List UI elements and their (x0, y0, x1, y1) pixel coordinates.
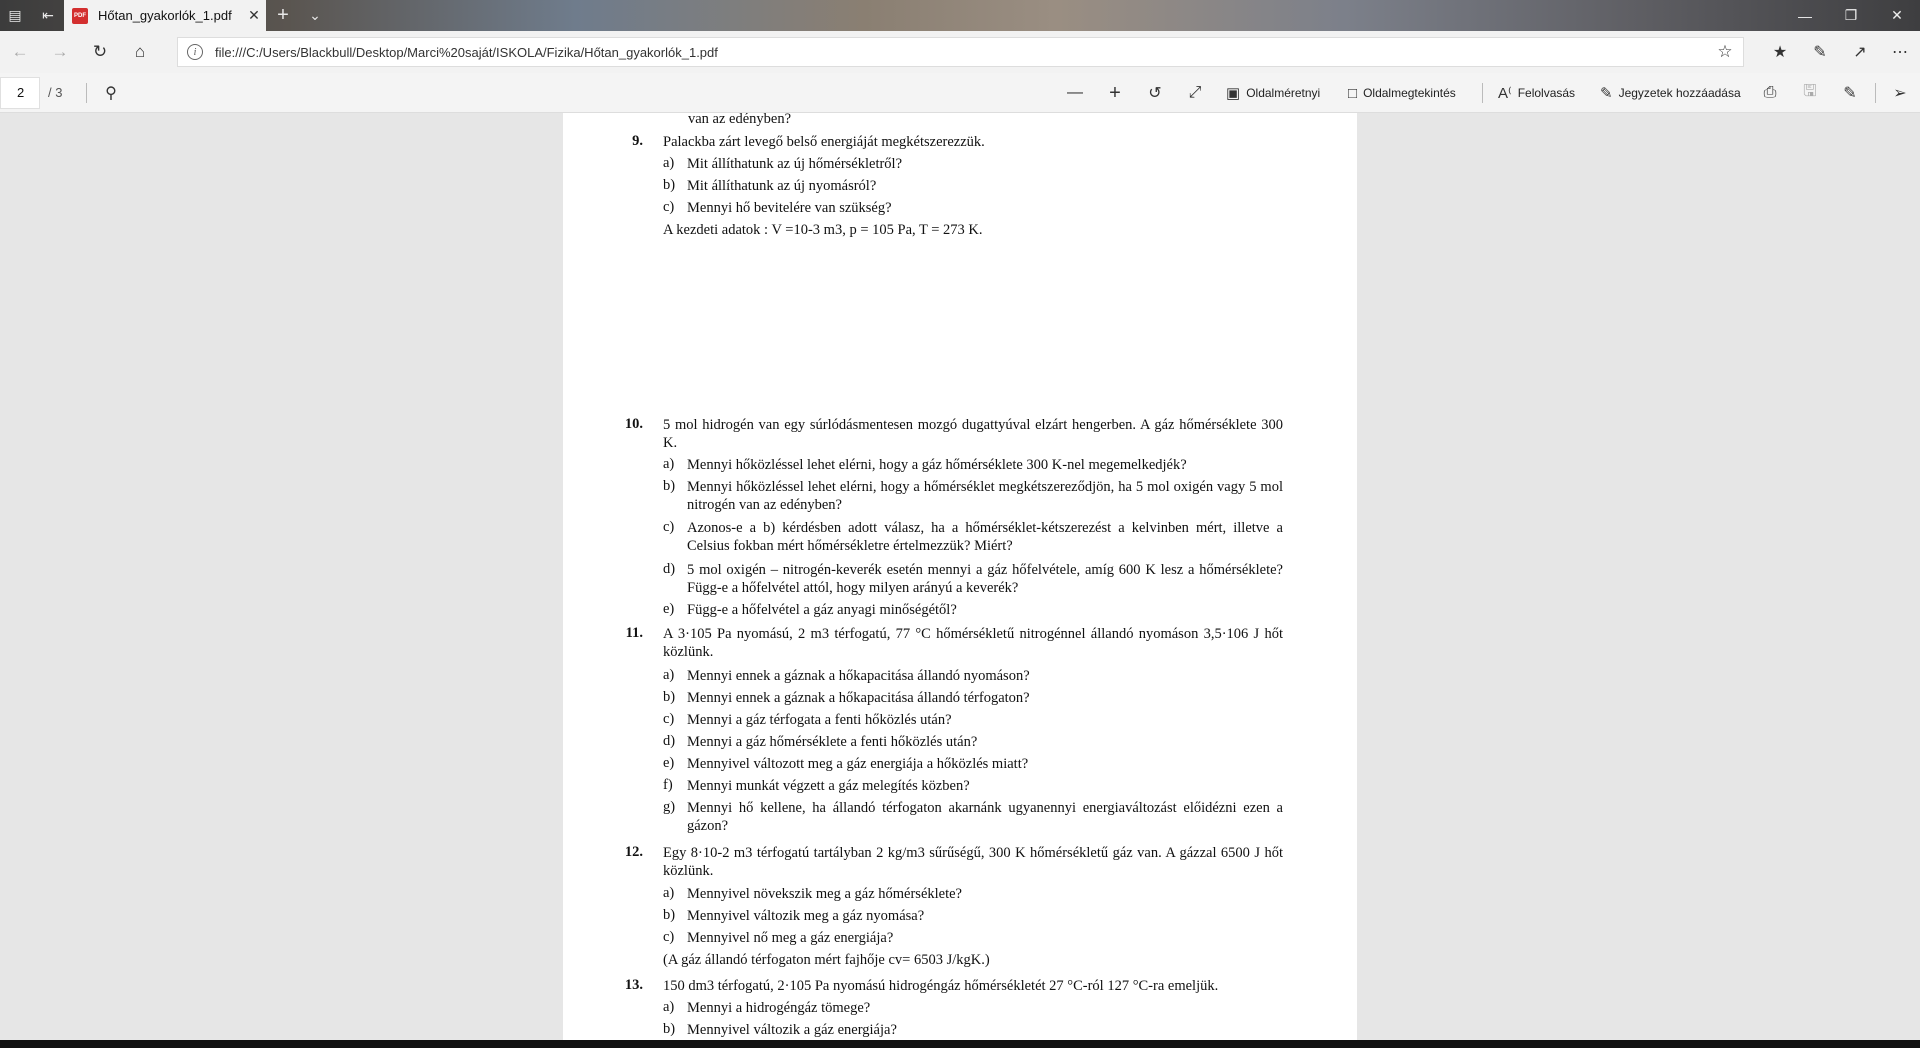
back-icon[interactable]: ← (11, 42, 29, 61)
fit-page-button[interactable] (1226, 73, 1320, 113)
sub-label: g) (663, 799, 676, 815)
page-view-label: Oldalmegtekintés (1363, 86, 1456, 100)
question-text: Egy 8·10-2 m3 térfogatú tartályban 2 kg/m3 sűrűségű, 300 K hőmérsékletű gáz van. A gázzal 6500 J hőt közlünk. (663, 845, 1283, 879)
add-notes-label: Jegyzetek hozzáadása (1618, 86, 1741, 100)
sub-label: a) (663, 456, 675, 472)
question-number: 13. (624, 977, 643, 993)
pdf-toolbar (0, 73, 1920, 113)
sub-label: f) (663, 777, 673, 793)
question-number: 11. (625, 625, 643, 641)
sub-label: c) (663, 929, 675, 945)
address-bar (0, 31, 1920, 73)
save-icon[interactable]: 🖫 (1803, 82, 1817, 100)
specific-heat-note: (A gáz állandó térfogaton mért fajhője cv= 6503 J/kgK.) (663, 952, 990, 968)
sub-question: Mennyi hőközléssel lehet elérni, hogy a gáz hőmérséklete 300 K-nel megemelkedjék? (687, 457, 1187, 473)
fit-page-label: Oldalméretnyi (1246, 86, 1321, 100)
zoom-out-icon[interactable]: — (1067, 84, 1083, 101)
close-tab-icon[interactable]: ✕ (248, 7, 260, 23)
fit-page-icon: ▣ (1226, 85, 1241, 102)
question-text: 5 mol hidrogén van egy súrlódásmentesen mozgó dugattyúval elzárt hengerben. A gáz hőmérséklete 300 K. (663, 417, 1283, 451)
sub-question: Mennyi a gáz térfogata a fenti hőközlés után? (687, 712, 952, 728)
sub-question: Mit állíthatunk az új hőmérsékletről? (687, 156, 903, 172)
window-close-icon[interactable]: ✕ (1891, 7, 1903, 23)
initial-data: A kezdeti adatok : V =10-3 m3, p = 105 Pa, T = 273 K. (663, 222, 983, 238)
save-as-icon[interactable]: ✎ (1843, 85, 1857, 102)
tab-title: Hőtan_gyakorlók_1.pdf (98, 8, 232, 23)
print-icon[interactable]: ⎙ (1763, 84, 1777, 101)
refresh-icon[interactable]: ↻ (92, 42, 108, 61)
url-text: file:///C:/Users/Blackbull/Desktop/Marci%20saját/ISKOLA/Fizika/Hőtan_gyakorlók_1.pdf (215, 44, 718, 60)
tab-list-chevron-icon[interactable]: ⌄ (309, 7, 321, 23)
rotate-icon[interactable]: ↺ (1148, 85, 1162, 102)
sub-question: Mennyi munkát végzett a gáz melegítés közben? (687, 778, 970, 794)
favorite-star-icon[interactable]: ☆ (1717, 42, 1733, 61)
minimize-icon[interactable]: — (1798, 7, 1812, 24)
toolbar-divider (1482, 83, 1483, 103)
active-tab[interactable] (64, 0, 266, 31)
pen-notes-icon[interactable]: ✎ (1813, 44, 1827, 61)
sub-question: Mennyi ennek a gáznak a hőkapacitása állandó térfogaton? (687, 690, 1030, 706)
sub-question: Mennyivel változik a gáz energiája? (687, 1022, 897, 1038)
sub-question: Azonos-e a b) kérdésben adott válasz, ha a hőmérséklet-kétszerezést a kelvinben mért, illetve a Celsius fokban mért hőmérsékletre értelmezzük? Miért? (687, 520, 1283, 554)
sub-question: Mennyivel változott meg a gáz energiája a hőközlés miatt? (687, 756, 1029, 772)
fullscreen-icon[interactable]: ⤢ (1188, 84, 1202, 101)
favorites-icon[interactable]: ★ (1772, 44, 1788, 61)
sub-question: Mennyivel növekszik meg a gáz hőmérséklete? (687, 886, 962, 902)
pin-toolbar-icon[interactable]: ➢ (1893, 85, 1907, 102)
share-icon[interactable]: ↗ (1853, 44, 1867, 61)
sub-question: Mennyi ennek a gáznak a hőkapacitása állandó nyomáson? (687, 668, 1030, 684)
add-notes-button[interactable] (1600, 73, 1741, 113)
question-number: 12. (624, 844, 643, 860)
toolbar-divider (86, 83, 87, 103)
toolbar-divider (1875, 83, 1876, 103)
pdf-page-2 (563, 339, 1357, 1040)
pdf-file-icon: PDF (72, 8, 88, 24)
question-number: 9. (632, 133, 643, 149)
sub-question: Mit állíthatunk az új nyomásról? (687, 178, 877, 194)
sub-question: Mennyi hő bevitelére van szükség? (687, 200, 892, 216)
page-view-icon: □ (1348, 84, 1358, 102)
search-icon[interactable]: ⚲ (105, 85, 117, 102)
question-text: Palackba zárt levegő belső energiáját megkétszerezzük. (663, 134, 985, 150)
sub-label: b) (663, 689, 676, 705)
sub-question: Mennyivel nő meg a gáz energiája? (687, 930, 894, 946)
sub-label: c) (663, 711, 675, 727)
sub-question: Mennyivel változik meg a gáz nyomása? (687, 908, 925, 924)
sub-label: e) (663, 601, 675, 617)
question-text: A 3·105 Pa nyomású, 2 m3 térfogatú, 77 °C hőmérsékletű nitrogénnel állandó nyomáson 3,5·106 J hőt közlünk. (663, 626, 1283, 660)
sub-question: Mennyi hőközléssel lehet elérni, hogy a hőmérséklet megkétszereződjön, ha 5 mol oxigén vagy 5 mol nitrogén van az edényben? (687, 479, 1283, 513)
cut-line: van az edényben? (688, 113, 792, 127)
page-total: / 3 (48, 85, 63, 100)
tab-bar (0, 0, 1920, 31)
question-text: 150 dm3 térfogatú, 2·105 Pa nyomású hidrogéngáz hőmérsékletét 27 °C-ról 127 °C-ra emeljük. (663, 978, 1219, 994)
page-number-input[interactable]: 2 (0, 77, 40, 109)
sub-question: Mennyi a gáz hőmérséklete a fenti hőközlés után? (687, 734, 978, 750)
set-aside-tabs-icon[interactable]: ⇤ (42, 7, 54, 23)
sub-question: 5 mol oxigén – nitrogén-keverék esetén mennyi a gáz hőfelvétele, amíg 600 K lesz a hőmérséklete? Függ-e a hőfelvétel attól, hogy milyen arányú a keverék? (687, 562, 1283, 596)
new-tab-icon[interactable]: + (277, 4, 289, 26)
pdf-viewer[interactable] (0, 113, 1920, 1040)
question-number: 10. (624, 416, 643, 432)
home-icon[interactable]: ⌂ (134, 42, 146, 61)
sub-label: d) (663, 733, 676, 749)
sub-label: b) (663, 907, 676, 923)
sub-label: a) (663, 885, 675, 901)
zoom-in-icon[interactable]: + (1109, 81, 1121, 104)
tab-manager-icon[interactable]: ▤ (8, 7, 22, 23)
pdf-page-1 (563, 113, 1357, 339)
sub-label: a) (663, 155, 675, 171)
page-view-button[interactable] (1348, 73, 1456, 113)
sub-question: Mennyi a hidrogéngáz tömege? (687, 1000, 871, 1016)
sub-label: b) (663, 478, 676, 494)
forward-icon[interactable]: → (51, 42, 69, 61)
read-aloud-icon: A⁽ (1498, 85, 1512, 102)
pen-icon: ✎ (1600, 85, 1613, 102)
sub-label: c) (663, 199, 675, 215)
sub-question: Mennyi hő kellene, ha állandó térfogaton akarnánk ugyanennyi energiaváltozást előidézni ezen a gázon? (687, 800, 1283, 834)
site-info-icon[interactable]: i (187, 44, 203, 60)
read-aloud-label: Felolvasás (1517, 86, 1576, 100)
sub-label: b) (663, 1021, 676, 1037)
sub-label: a) (663, 667, 675, 683)
sub-label: e) (663, 755, 675, 771)
sub-label: b) (663, 177, 676, 193)
sub-label: a) (663, 999, 675, 1015)
sub-label: d) (663, 561, 676, 577)
more-icon[interactable]: ⋯ (1892, 44, 1908, 61)
url-input[interactable] (177, 37, 1744, 67)
restore-icon[interactable]: ❐ (1844, 7, 1858, 23)
sub-label: c) (663, 519, 675, 535)
read-aloud-button[interactable] (1498, 73, 1575, 113)
sub-question: Függ-e a hőfelvétel a gáz anyagi minőségétől? (687, 602, 957, 618)
taskbar-edge (0, 1040, 1920, 1048)
